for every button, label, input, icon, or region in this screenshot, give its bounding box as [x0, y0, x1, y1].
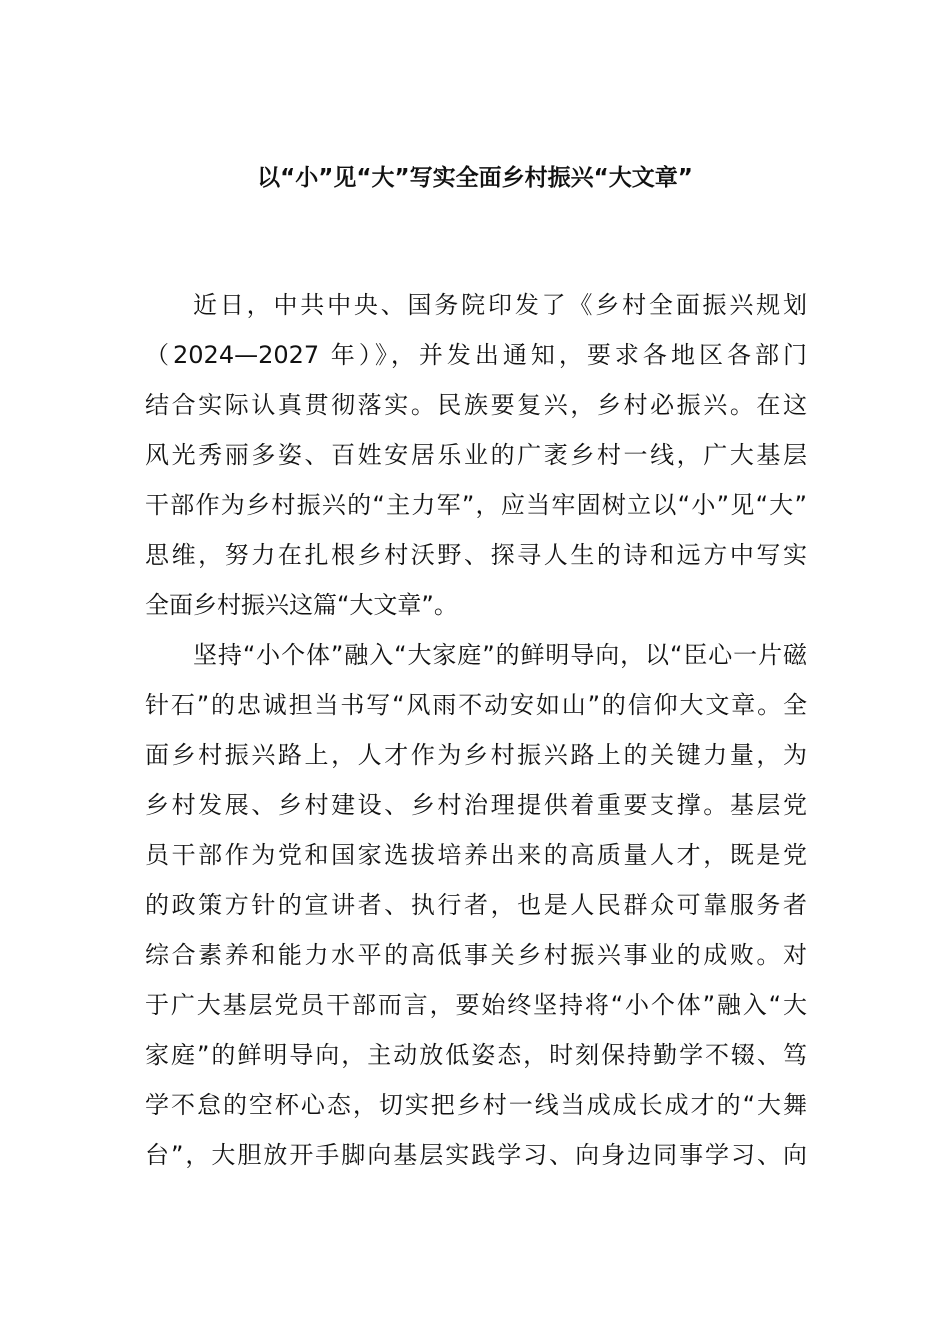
text-line: 乡村发展、乡村建设、乡村治理提供着重要支撑。基层党	[145, 791, 807, 819]
text-line: 干部作为乡村振兴的“主力军”，应当牢固树立以“小”见“大”	[145, 491, 807, 519]
text-line: 面乡村振兴路上，人才作为乡村振兴路上的关键力量，为	[145, 741, 807, 769]
document-title: 以“小”见“大”写实全面乡村振兴“大文章”	[257, 165, 693, 191]
text-line: 台”，大胆放开手脚向基层实践学习、向身边同事学习、向	[145, 1141, 807, 1169]
text-line: 坚持“小个体”融入“大家庭”的鲜明导向，以“臣心一片磁	[193, 641, 807, 669]
text-line: 思维，努力在扎根乡村沃野、探寻人生的诗和远方中写实	[145, 541, 807, 569]
text-line: 学不怠的空杯心态，切实把乡村一线当成成长成才的“大舞	[145, 1091, 807, 1119]
text-line: 全面乡村振兴这篇“大文章”。	[145, 591, 458, 619]
text-line: （2024—2027 年）》，并发出通知，要求各地区各部门	[145, 341, 807, 369]
text-line: 的政策方针的宣讲者、执行者，也是人民群众可靠服务者	[145, 891, 807, 919]
paragraph-2	[145, 630, 807, 1180]
text-line: 针石”的忠诚担当书写“风雨不动安如山”的信仰大文章。全	[145, 691, 807, 719]
text-line: 家庭”的鲜明导向，主动放低姿态，时刻保持勤学不辍、笃	[145, 1041, 807, 1069]
text-line: 风光秀丽多姿、百姓安居乐业的广袤乡村一线，广大基层	[145, 441, 807, 469]
paragraph-1	[145, 280, 807, 630]
text-line: 于广大基层党员干部而言，要始终坚持将“小个体”融入“大	[145, 991, 807, 1019]
text-line: 综合素养和能力水平的高低事关乡村振兴事业的成败。对	[145, 941, 807, 969]
text-line: 近日，中共中央、国务院印发了《乡村全面振兴规划	[193, 291, 807, 319]
text-line: 结合实际认真贯彻落实。民族要复兴，乡村必振兴。在这	[145, 391, 807, 419]
text-line: 员干部作为党和国家选拔培养出来的高质量人才，既是党	[145, 841, 807, 869]
document-body	[145, 280, 807, 1180]
